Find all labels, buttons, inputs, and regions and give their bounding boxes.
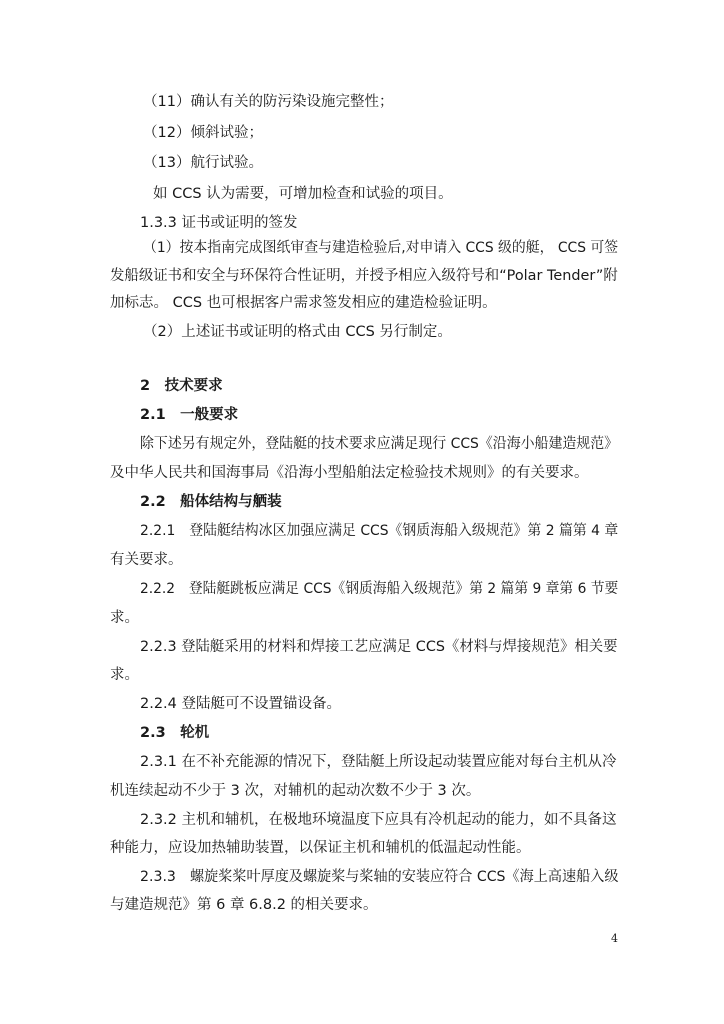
paragraph-line: 2.3.3 螺旋桨桨叶厚度及螺旋桨与桨轴的安装应符合 CCS《海上高速船入级 <box>140 869 619 885</box>
paragraph-line: 2.2.3 登陆艇采用的材料和焊接工艺应满足 CCS《材料与焊接规范》相关要 <box>140 639 618 655</box>
paragraph-line: 2.2.4 登陆艇可不设置锚设备。 <box>140 696 342 712</box>
paragraph-line: 加标志。 CCS 也可根据客户需求签发相应的建造检验证明。 <box>110 295 497 311</box>
paragraph-line: 与建造规范》第 6 章 6.8.2 的相关要求。 <box>110 897 378 913</box>
section-heading-2-3: 2.3 轮机 <box>140 725 210 741</box>
page-number: 4 <box>611 932 618 945</box>
paragraph-line: 2.3.2 主机和辅机，在极地环境温度下应具有冷机起动的能力，如不具备这 <box>140 812 617 828</box>
paragraph-line: 2.3.1 在不补充能源的情况下，登陆艇上所设起动装置应能对每台主机从冷 <box>140 754 617 770</box>
paragraph-line: 2.2.2 登陆艇跳板应满足 CCS《钢质海船入级规范》第 2 篇第 9 章第 6 节要 <box>140 581 619 597</box>
section-heading-2: 2 技术要求 <box>140 378 223 394</box>
section-heading-2-1: 2.1 一般要求 <box>140 407 239 423</box>
list-item-11: （11）确认有关的防污染设施完整性； <box>143 94 394 110</box>
paragraph-line: 机连续起动不少于 3 次，对辅机的起动次数不少于 3 次。 <box>110 783 481 799</box>
list-item-12: （12）倾斜试验； <box>143 125 263 141</box>
paragraph-line: （2）上述证书或证明的格式由 CCS 另行制定。 <box>143 324 452 340</box>
paragraph-line: 发船级证书和安全与环保符合性证明，并授予相应入级符号和“Polar Tender”附 <box>110 268 618 284</box>
paragraph-line: 2.2.1 登陆艇结构冰区加强应满足 CCS《钢质海船入级规范》第 2 篇第 4 章 <box>140 523 619 539</box>
paragraph-line: 求。 <box>110 610 139 626</box>
list-item-13: （13）航行试验。 <box>143 155 263 171</box>
paragraph-line: 除下述另有规定外，登陆艇的技术要求应满足现行 CCS《沿海小船建造规范》 <box>140 436 619 452</box>
paragraph-line: （1）按本指南完成图纸审查与建造检验后,对申请入 CCS 级的艇， CCS 可签 <box>143 240 619 256</box>
paragraph-line: 如 CCS 认为需要，可增加检查和试验的项目。 <box>153 186 453 202</box>
paragraph-line: 及中华人民共和国海事局《沿海小型船舶法定检验技术规则》的有关要求。 <box>110 465 589 481</box>
paragraph-line: 求。 <box>110 667 139 683</box>
paragraph-line: 有关要求。 <box>110 552 183 568</box>
paragraph-line: 种能力，应设加热辅助装置，以保证主机和辅机的低温起动性能。 <box>110 840 531 856</box>
subsection-heading-1-3-3: 1.3.3 证书或证明的签发 <box>140 215 298 231</box>
section-heading-2-2: 2.2 船体结构与舾装 <box>140 494 282 510</box>
